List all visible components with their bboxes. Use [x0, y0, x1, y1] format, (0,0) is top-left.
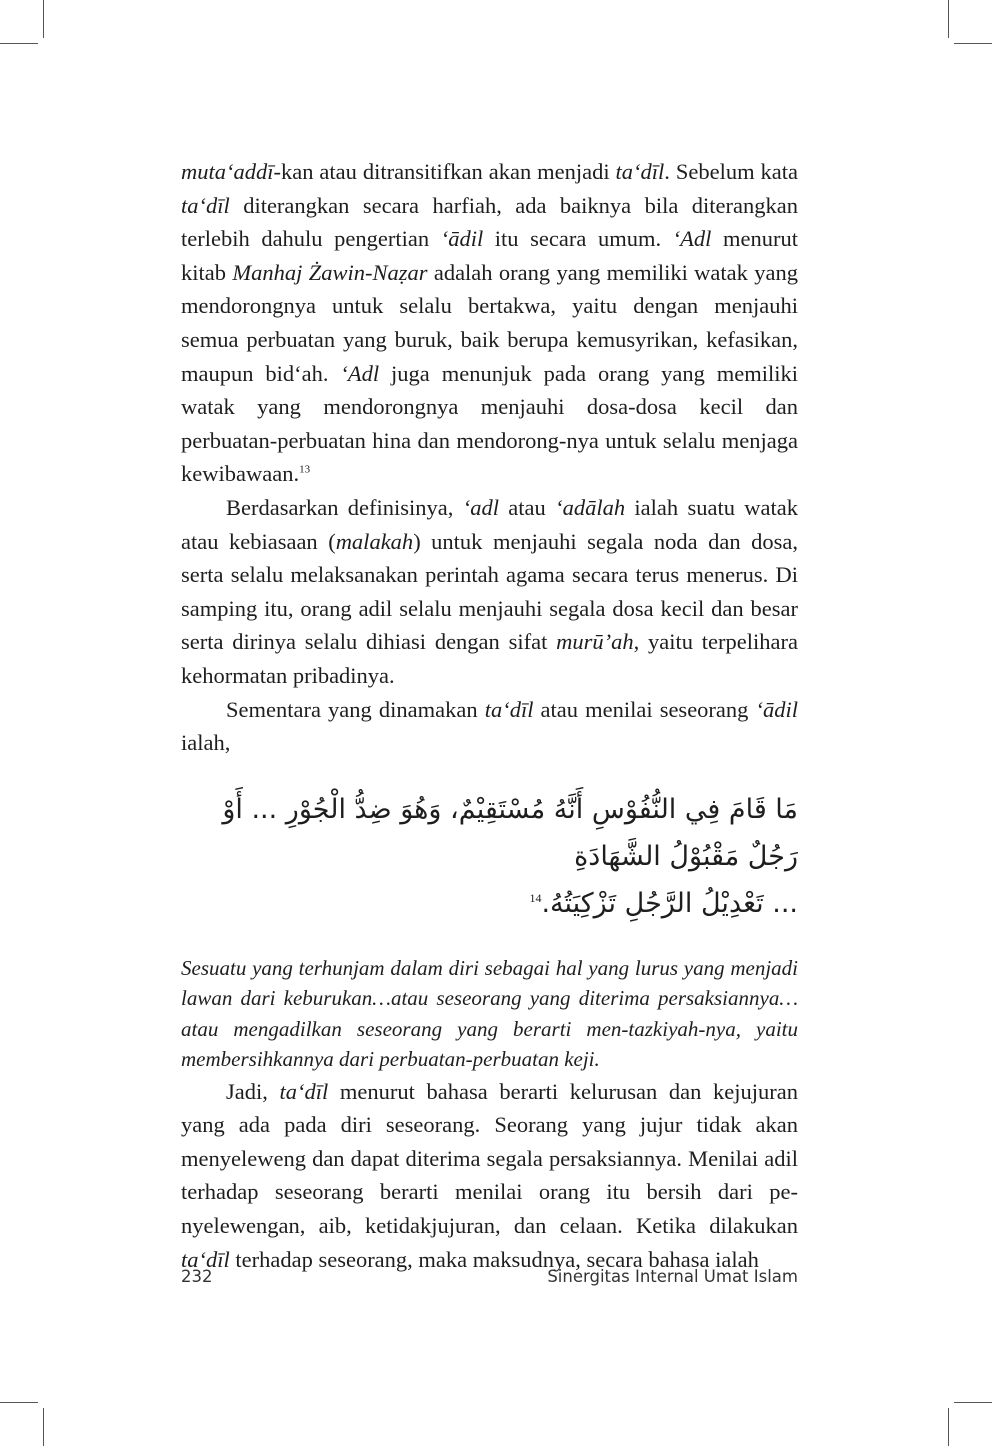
crop-mark [0, 1402, 38, 1403]
term: ta‘dīl [279, 1078, 329, 1104]
footnote-ref[interactable]: 13 [299, 463, 311, 476]
term: ta‘dīl [615, 159, 665, 184]
text: menurut bahasa berarti kelurusan dan kejujuran yang ada pada diri seseorang. Seorang yang jujur tidak akan menyeleweng dan dapat diterima segala persaksiannya. Menilai adil terhadap seseorang berarti menilai orang itu bersih dari penyelewengan, aib, ketidakjujuran, dan celaan. Ketika dilakukan [181, 1078, 799, 1239]
page-body [181, 155, 798, 1276]
crop-mark [0, 43, 38, 44]
text: menurut kitab [181, 226, 798, 285]
translation-quote: Sesuatu yang terhunjam dalam diri sebagai hal yang lurus yang menjadi lawan dari keburukan…atau seseorang yang diterima persaksiannya…atau mengadilkan seseorang yang berarti men-tazkiyah-nya, yaitu membersihkannya dari perbuatan-perbuatan keji. [181, 955, 798, 1072]
term: ta‘dīl [484, 696, 534, 722]
term: malakah [335, 528, 414, 554]
text: atau [498, 494, 556, 520]
crop-mark [954, 1402, 992, 1403]
text: terhadap seseorang, maka maksudnya, secara bahasa ialah [229, 1246, 759, 1272]
text: diterangkan secara harfiah, ada baiknya bila diterangkan terlebih dahulu pengertian [181, 192, 798, 252]
term: ‘adālah [555, 494, 626, 520]
text: -kan atau ditransitifkan akan menjadi [273, 159, 616, 184]
term: ta‘dīl [181, 1246, 230, 1272]
crop-mark [948, 1408, 949, 1446]
arabic-line-2 [181, 880, 798, 927]
text: ialah, [181, 730, 231, 756]
text: atau menilai seseorang [533, 696, 756, 722]
term: ‘adl [462, 494, 499, 520]
term: ‘ādil [755, 696, 799, 722]
footnote-ref[interactable]: 14 [529, 890, 542, 905]
arabic-quotation [181, 786, 798, 927]
crop-mark [43, 0, 44, 38]
arabic-line-1: مَا قَامَ فِي النُّفُوْسِ أَنَّهُ مُسْتَقِيْمٌ، وَهُوَ ضِدُّ الْجُوْرِ ... أَوْ رَجُلٌ مَقْبُوْلُ الشَّهَادَةِ [222, 793, 798, 872]
term: murū’ah [556, 629, 634, 655]
paragraph-1 [181, 155, 798, 491]
term: ‘ādil [440, 226, 484, 252]
book-title: Manhaj Żawin-Naẓar [232, 259, 428, 285]
running-title: Sinergitas Internal Umat Islam [547, 1267, 798, 1286]
text: itu secara umum. [483, 226, 673, 252]
paragraph-3 [181, 693, 798, 760]
term: ta‘dīl [181, 192, 230, 218]
crop-mark [948, 0, 949, 38]
text: adalah orang yang memiliki watak yang mendorongnya untuk selalu bertakwa, yaitu dengan menjauhi semua perbuatan yang buruk, baik berupa kemusyrikan, kefasikan, maupun bid‘ah. [181, 259, 798, 386]
term: ‘Adl [340, 360, 380, 386]
term: ‘Adl [672, 226, 712, 252]
crop-mark [954, 43, 992, 44]
page-number: 232 [181, 1267, 213, 1286]
paragraph-2 [181, 491, 798, 693]
text: juga menunjuk pada orang yang memiliki watak yang mendorongnya menjauhi dosa-dosa kecil dan perbuatan-perbuatan hina dan mendorong-nya untuk selalu menjaga kewibawaan. [181, 360, 798, 487]
text: . Sebelum kata [664, 159, 799, 184]
text: , yaitu terpelihara kehormatan pribadinya. [181, 629, 798, 688]
crop-mark [43, 1408, 44, 1446]
text: ) untuk menjauhi segala noda dan dosa, serta selalu melaksanakan perintah agama secara terus menerus. Di samping itu, orang adil selalu menjauhi segala dosa kecil dan besar serta dirinya selalu dihiasi dengan sifat [181, 528, 799, 655]
text: ialah suatu watak atau kebiasaan ( [181, 494, 798, 554]
term: muta‘addī [181, 159, 274, 184]
paragraph-4 [181, 1075, 798, 1277]
text: Jadi, [226, 1078, 280, 1104]
text: Sementara yang dinamakan [226, 696, 485, 722]
text: Berdasarkan definisinya, [226, 494, 463, 520]
arabic-text: ... تَعْدِيْلُ الرَّجُلِ تَزْكِيَتُهُ. [541, 887, 798, 919]
